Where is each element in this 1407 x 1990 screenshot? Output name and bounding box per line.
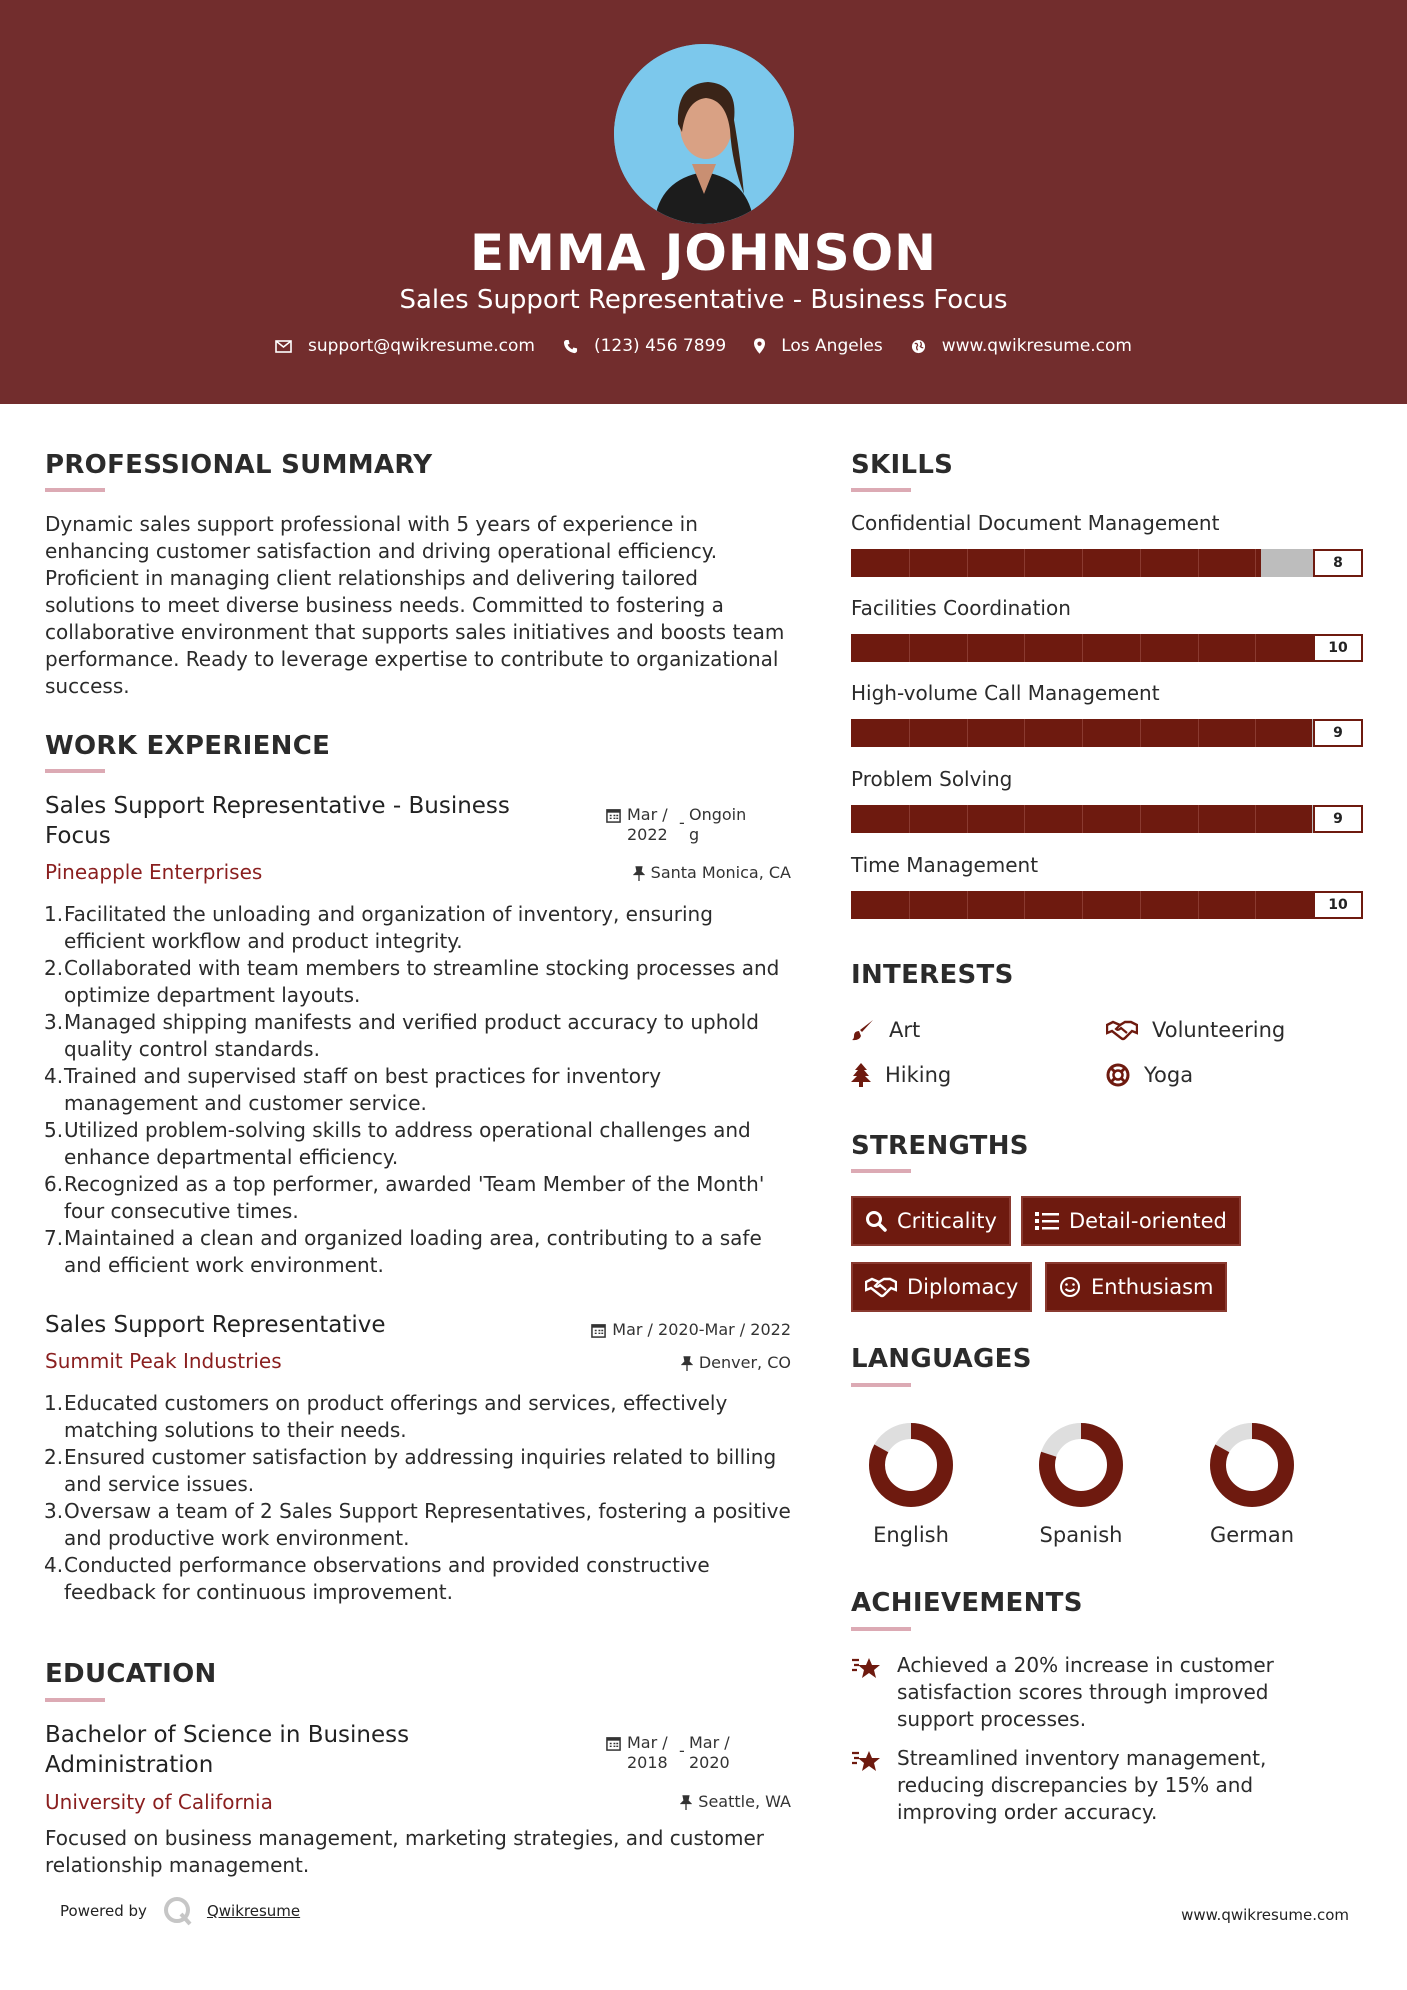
tree-icon [851,1063,871,1087]
interest-label: Yoga [1144,1063,1194,1087]
skill-bar-segment [967,634,968,662]
pushpin-icon [681,1356,693,1371]
map-marker-icon [754,338,765,354]
skill-score: 8 [1313,549,1363,577]
skill-score: 9 [1313,719,1363,747]
education-heading: EDUCATION [45,1659,217,1689]
list-item: 4. Conducted performance observations and provided constructive feedback for continuous improvement. [44,1553,710,1604]
job-location [633,863,791,882]
skill-bar [851,891,1363,919]
language-donut [866,1420,956,1510]
job-date-start: Mar / 2022 [627,805,668,844]
skill-bar-segment [909,634,910,662]
globe-icon [911,339,926,354]
interests-heading: INTERESTS [851,960,1014,990]
skill-bar-segment [1255,549,1256,577]
skill-bar-segment [1198,891,1199,919]
envelope-icon [275,340,292,353]
skill-bar-segment [1082,549,1083,577]
job-duties-list [45,1390,795,1606]
skill-label: High-volume Call Management [851,681,1160,705]
footer-website[interactable]: www.qwikresume.com [1181,1906,1349,1924]
achievement-item [851,1652,1321,1733]
strength-chip-detail-oriented [1021,1196,1241,1246]
language-label: Spanish [1039,1523,1123,1547]
strengths-heading: STRENGTHS [851,1131,1029,1161]
calendar-icon [606,1736,621,1751]
education-dates [606,1733,739,1773]
skill-bar-segment [1255,634,1256,662]
life-ring-icon [1106,1063,1130,1087]
skill-bar-segment [1198,805,1199,833]
education-date-separator: - [679,1741,685,1760]
languages-rule [851,1383,911,1387]
skill-label: Time Management [851,853,1039,877]
skill-score: 9 [1313,805,1363,833]
candidate-name: EMMA JOHNSON [470,224,937,282]
education-description: Focused on business management, marketing strategies, and customer relationship management. [45,1826,764,1877]
list-item: 6. Recognized as a top performer, awarded 'Team Member of the Month' four consecutive times. [44,1172,765,1223]
interest-item-art [851,1018,920,1042]
interest-item-volunteering [1106,1018,1285,1042]
qwikresume-link[interactable]: Qwikresume [206,1902,301,1920]
skill-bar-segment [967,805,968,833]
skill-bar-segment [1140,719,1141,747]
language-label: German [1209,1523,1295,1547]
skill-bar-segment [1024,719,1025,747]
skill-bar-segment [1024,549,1025,577]
smile-icon [1059,1276,1081,1298]
skill-bar-segment [1198,634,1199,662]
skill-bar-segment [909,549,910,577]
skill-bar [851,634,1363,662]
skill-score: 10 [1313,634,1363,662]
experience-heading: WORK EXPERIENCE [45,731,331,761]
achievement-item [851,1745,1321,1826]
experience-rule [45,769,105,773]
skill-bar [851,719,1363,747]
strength-label: Diplomacy [907,1275,1019,1299]
strength-chip-enthusiasm [1045,1262,1227,1312]
skill-bar-segment [1198,719,1199,747]
summary-text: Dynamic sales support professional with 5 years of experience in enhancing customer satisfaction and driving operational efficiency. Proficient in managing client relationships and delivering tailored solutions to meet diverse business needs. Committed to fostering a collaborative environment that supports sales initiatives and boosts team performance. Ready to leverage expertise to contribute to organizational success. [45,512,785,698]
job-location-text: Denver, CO [698,1353,791,1372]
contact-bar [0,336,1407,356]
job-date-end: Ongoing [689,805,747,844]
achievements-rule [851,1627,911,1631]
skill-bar-segment [1024,634,1025,662]
list-item: 4. Trained and supervised staff on best practices for inventory management and customer service. [44,1064,662,1115]
company-name: Pineapple Enterprises [45,860,263,884]
education-rule [45,1698,105,1702]
strength-chip-criticality [851,1196,1011,1246]
location-text: Los Angeles [781,336,883,356]
skill-bar-segment [1198,549,1199,577]
star-burst-icon [851,1654,883,1682]
skill-bar [851,549,1363,577]
summary-heading: PROFESSIONAL SUMMARY [45,450,433,480]
skills-rule [851,488,911,492]
strengths-rule [851,1169,911,1173]
contact-phone[interactable] [563,336,726,356]
skill-bar-segment [967,719,968,747]
job-date-range: Mar / 2020-Mar / 2022 [612,1320,791,1339]
skill-bar-segment [1082,634,1083,662]
skill-score: 10 [1313,891,1363,919]
list-item: 3. Managed shipping manifests and verified product accuracy to uphold quality control standards. [44,1010,759,1061]
education-date-start: Mar / 2018 [627,1733,668,1772]
powered-by [60,1896,300,1926]
education-date-end: Mar / 2020 [689,1733,730,1772]
search-icon [865,1210,887,1232]
pushpin-icon [633,866,645,881]
job-location-text: Santa Monica, CA [650,863,791,882]
skill-bar-segment [1255,891,1256,919]
profile-photo [614,44,794,224]
skill-bar-segment [1082,891,1083,919]
list-item: 1. Facilitated the unloading and organization of inventory, ensuring efficient workflow and product integrity. [44,902,713,953]
job-title: Sales Support Representative [45,1312,386,1338]
skill-bar-segment [1140,549,1141,577]
contact-email[interactable] [275,336,535,356]
skill-label: Confidential Document Management [851,511,1220,535]
phone-icon [563,339,578,354]
star-burst-icon [851,1747,883,1775]
job-dates [591,1320,791,1339]
paintbrush-icon [851,1018,875,1042]
job-dates [606,805,751,845]
job-duties-list [45,901,795,1279]
job-location [681,1353,791,1372]
language-label: English [873,1523,949,1547]
skill-bar-segment [909,891,910,919]
skill-bar-fill [851,891,1363,919]
calendar-icon [606,808,621,823]
interest-label: Volunteering [1152,1018,1286,1042]
skill-bar-segment [967,549,968,577]
skill-bar-segment [909,719,910,747]
skill-label: Problem Solving [851,767,1013,791]
list-item: 7. Maintained a clean and organized loading area, contributing to a safe and efficient work environment. [44,1226,762,1277]
website-text: www.qwikresume.com [941,336,1132,356]
strength-label: Criticality [897,1209,997,1233]
skill-label: Facilities Coordination [851,596,1071,620]
skill-bar-segment [1140,634,1141,662]
list-item: 5. Utilized problem-solving skills to address operational challenges and enhance departmental efficiency. [44,1118,751,1169]
list-icon [1035,1211,1059,1231]
interest-item-yoga [1106,1063,1193,1087]
handshake-icon [865,1276,897,1298]
contact-website[interactable] [911,336,1132,356]
list-item: 3. Oversaw a team of 2 Sales Support Representatives, fostering a positive and productive work environment. [44,1499,791,1550]
education-location-text: Seattle, WA [698,1792,791,1811]
job-title: Sales Support Representative - Business Focus [45,793,510,849]
list-item: 1. Educated customers on product offerings and services, effectively matching solutions to their needs. [44,1391,728,1442]
skill-bar-segment [909,805,910,833]
skill-bar-segment [967,891,968,919]
skill-bar-fill [851,634,1363,662]
phone-text: (123) 456 7899 [593,336,727,356]
education-location [680,1792,791,1811]
qwikresume-logo-icon [163,1896,193,1926]
skill-bar-segment [1140,891,1141,919]
summary-rule [45,488,105,492]
skill-bar-segment [1082,719,1083,747]
interest-label: Hiking [885,1063,952,1087]
skills-heading: SKILLS [851,450,954,480]
language-donut [1036,1420,1126,1510]
strength-label: Detail-oriented [1069,1209,1227,1233]
achievement-text: Streamlined inventory management, reducing discrepancies by 15% and improving order accuracy. [897,1746,1267,1824]
languages-heading: LANGUAGES [851,1344,1032,1374]
degree-title: Bachelor of Science in Business Administration [45,1722,410,1778]
resume-header [0,0,1407,404]
contact-location [754,336,883,356]
list-item: 2. Ensured customer satisfaction by addressing inquiries related to billing and service issues. [44,1445,777,1496]
skill-bar-segment [1024,805,1025,833]
skill-bar-segment [1255,805,1256,833]
company-name: Summit Peak Industries [45,1349,282,1373]
handshake-icon [1106,1019,1138,1041]
school-name: University of California [45,1790,273,1814]
achievements-heading: ACHIEVEMENTS [851,1588,1083,1618]
interest-label: Art [889,1018,921,1042]
achievement-text: Achieved a 20% increase in customer satisfaction scores through improved support processes. [897,1653,1274,1731]
job-date-separator: - [679,813,685,832]
candidate-title: Sales Support Representative - Business Focus [399,285,1008,315]
strength-label: Enthusiasm [1091,1275,1214,1299]
calendar-icon [591,1323,606,1338]
skill-bar [851,805,1363,833]
skill-bar-segment [1024,891,1025,919]
skill-bar-segment [1255,719,1256,747]
skill-bar-segment [1140,805,1141,833]
powered-by-label: Powered by [60,1902,147,1920]
skill-bar-fill [851,549,1261,577]
pushpin-icon [680,1795,692,1810]
language-donut [1207,1420,1297,1510]
list-item: 2. Collaborated with team members to streamline stocking processes and optimize department layouts. [44,956,780,1007]
interest-item-hiking [851,1063,951,1087]
email-text: support@qwikresume.com [308,336,535,356]
strength-chip-diplomacy [851,1262,1032,1312]
skill-bar-segment [1082,805,1083,833]
